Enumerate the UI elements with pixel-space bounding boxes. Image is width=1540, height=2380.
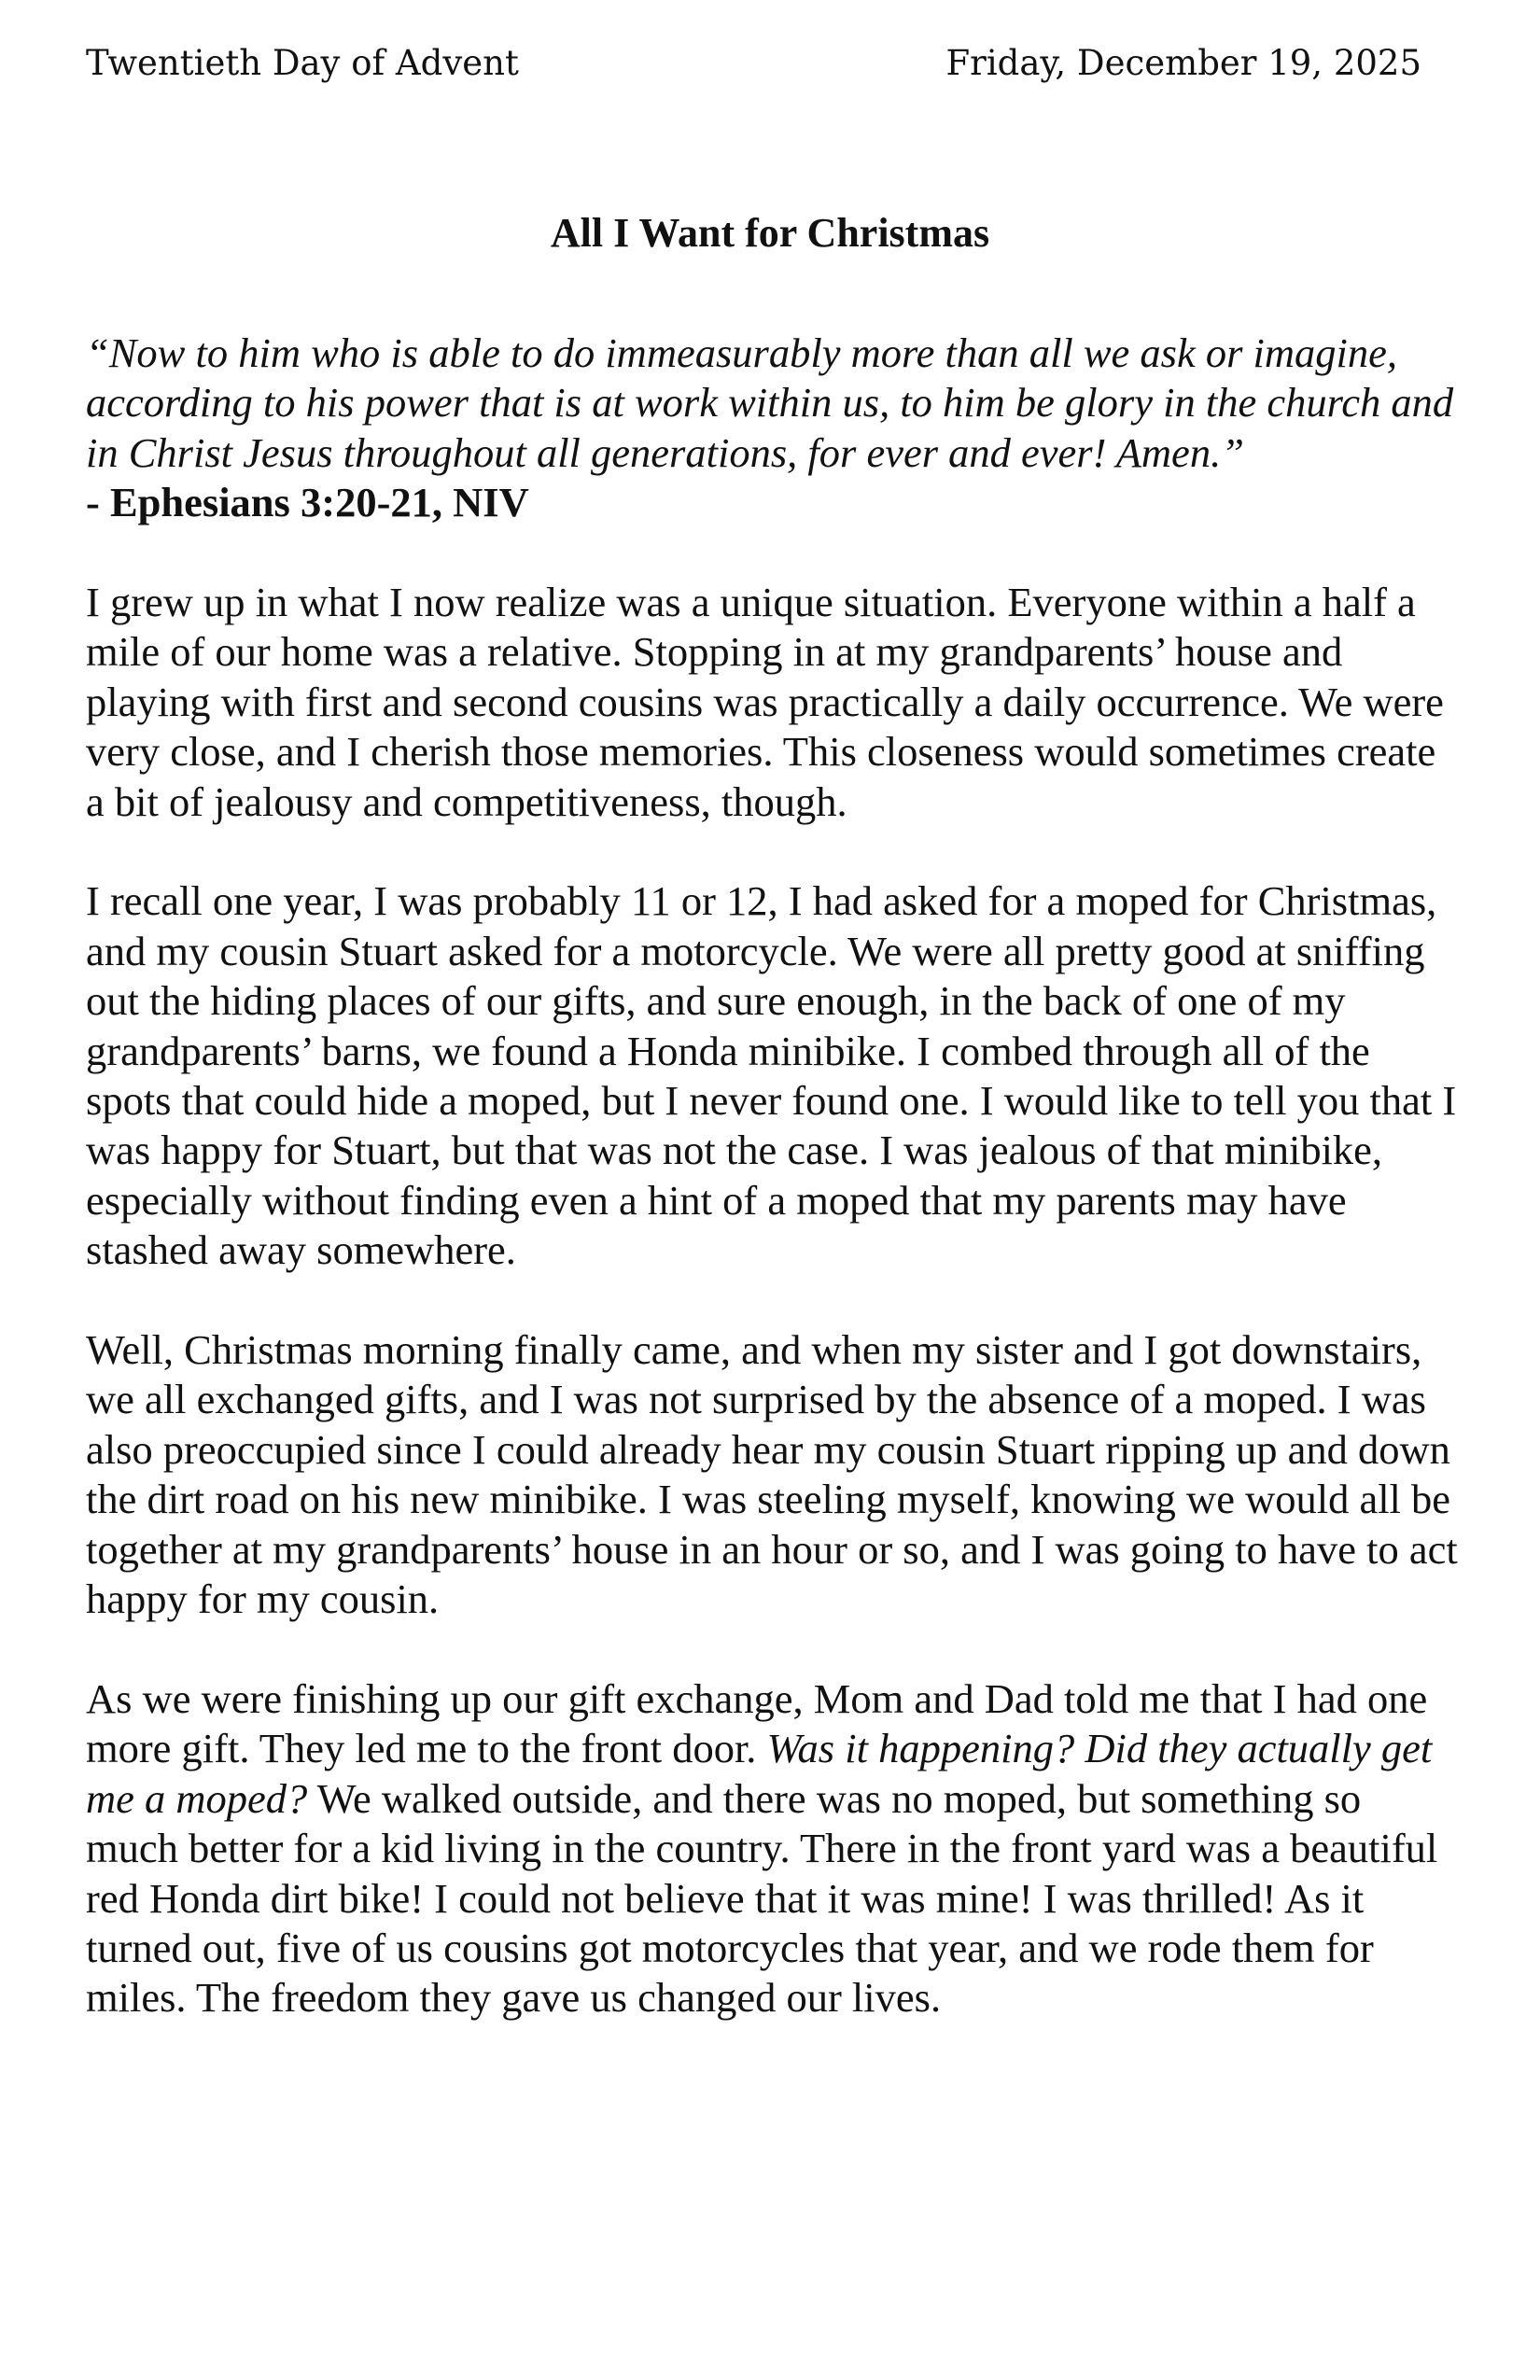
scripture-quote: “Now to him who is able to do immeasurably more than all we ask or imagine, according to his power that is at work within us, to him be glory in the church and in Christ Jesus throughout all generations, for ever and ever! Amen.” bbox=[86, 329, 1454, 476]
italic-thought: Was it happening? Did they actually get me a moped? bbox=[86, 1725, 1433, 1822]
devotional-body bbox=[86, 329, 1458, 2023]
paragraph: I grew up in what I now realize was a unique situation. Everyone within a half a mile of our home was a relative. Stopping in at my grandparents’ house and playing with first and second cousins was practically a daily occurrence. We were very close, and I cherish those memories. This closeness would sometimes create a bit of jealousy and competitiveness, though. bbox=[86, 579, 1444, 825]
scripture-reference: - Ephesians 3:20-21, NIV bbox=[86, 479, 529, 526]
paragraph-text-after: We walked outside, and there was no moped, but something so much better for a kid living in the country. There in the front yard was a beautiful red Honda dirt bike! I could not believe that it was mine! I was thrilled! As it turned out, five of us cousins got motorcycles that year, and we rode them for miles. The freedom they gave us changed our lives. bbox=[86, 1774, 1438, 2022]
paragraph-text-before: As we were finishing up our gift exchange, Mom and Dad told me that I had one more gift. They led me to the front door. bbox=[86, 1674, 1428, 1772]
advent-day-label: Twentieth Day of Advent bbox=[86, 43, 519, 83]
page-title: All I Want for Christmas bbox=[550, 210, 990, 256]
paragraph-final bbox=[86, 1674, 1458, 2023]
paragraph: Well, Christmas morning finally came, and when my sister and I got downstairs, we all exchanged gifts, and I was not surprised by the absence of a moped. I was also preoccupied since I could already hear my cousin Stuart ripping up and down the dirt road on his new minibike. I was steeling myself, knowing we would all be together at my grandparents’ house in an hour or so, and I was going to have to act happy for my cousin. bbox=[86, 1326, 1458, 1623]
paragraph: I recall one year, I was probably 11 or 12, I had asked for a moped for Christmas, and my cousin Stuart asked for a motorcycle. We were all pretty good at sniffing out the hiding places of our gifts, and sure enough, in the back of one of my grandparents’ barns, we found a Honda minibike. I combed through all of the spots that could hide a moped, but I never found one. I would like to tell you that I was happy for Stuart, but that was not the case. I was jealous of that minibike, especially without finding even a hint of a moped that my parents may have stashed away somewhere. bbox=[86, 877, 1457, 1274]
date-label: Friday, December 19, 2025 bbox=[945, 43, 1421, 83]
